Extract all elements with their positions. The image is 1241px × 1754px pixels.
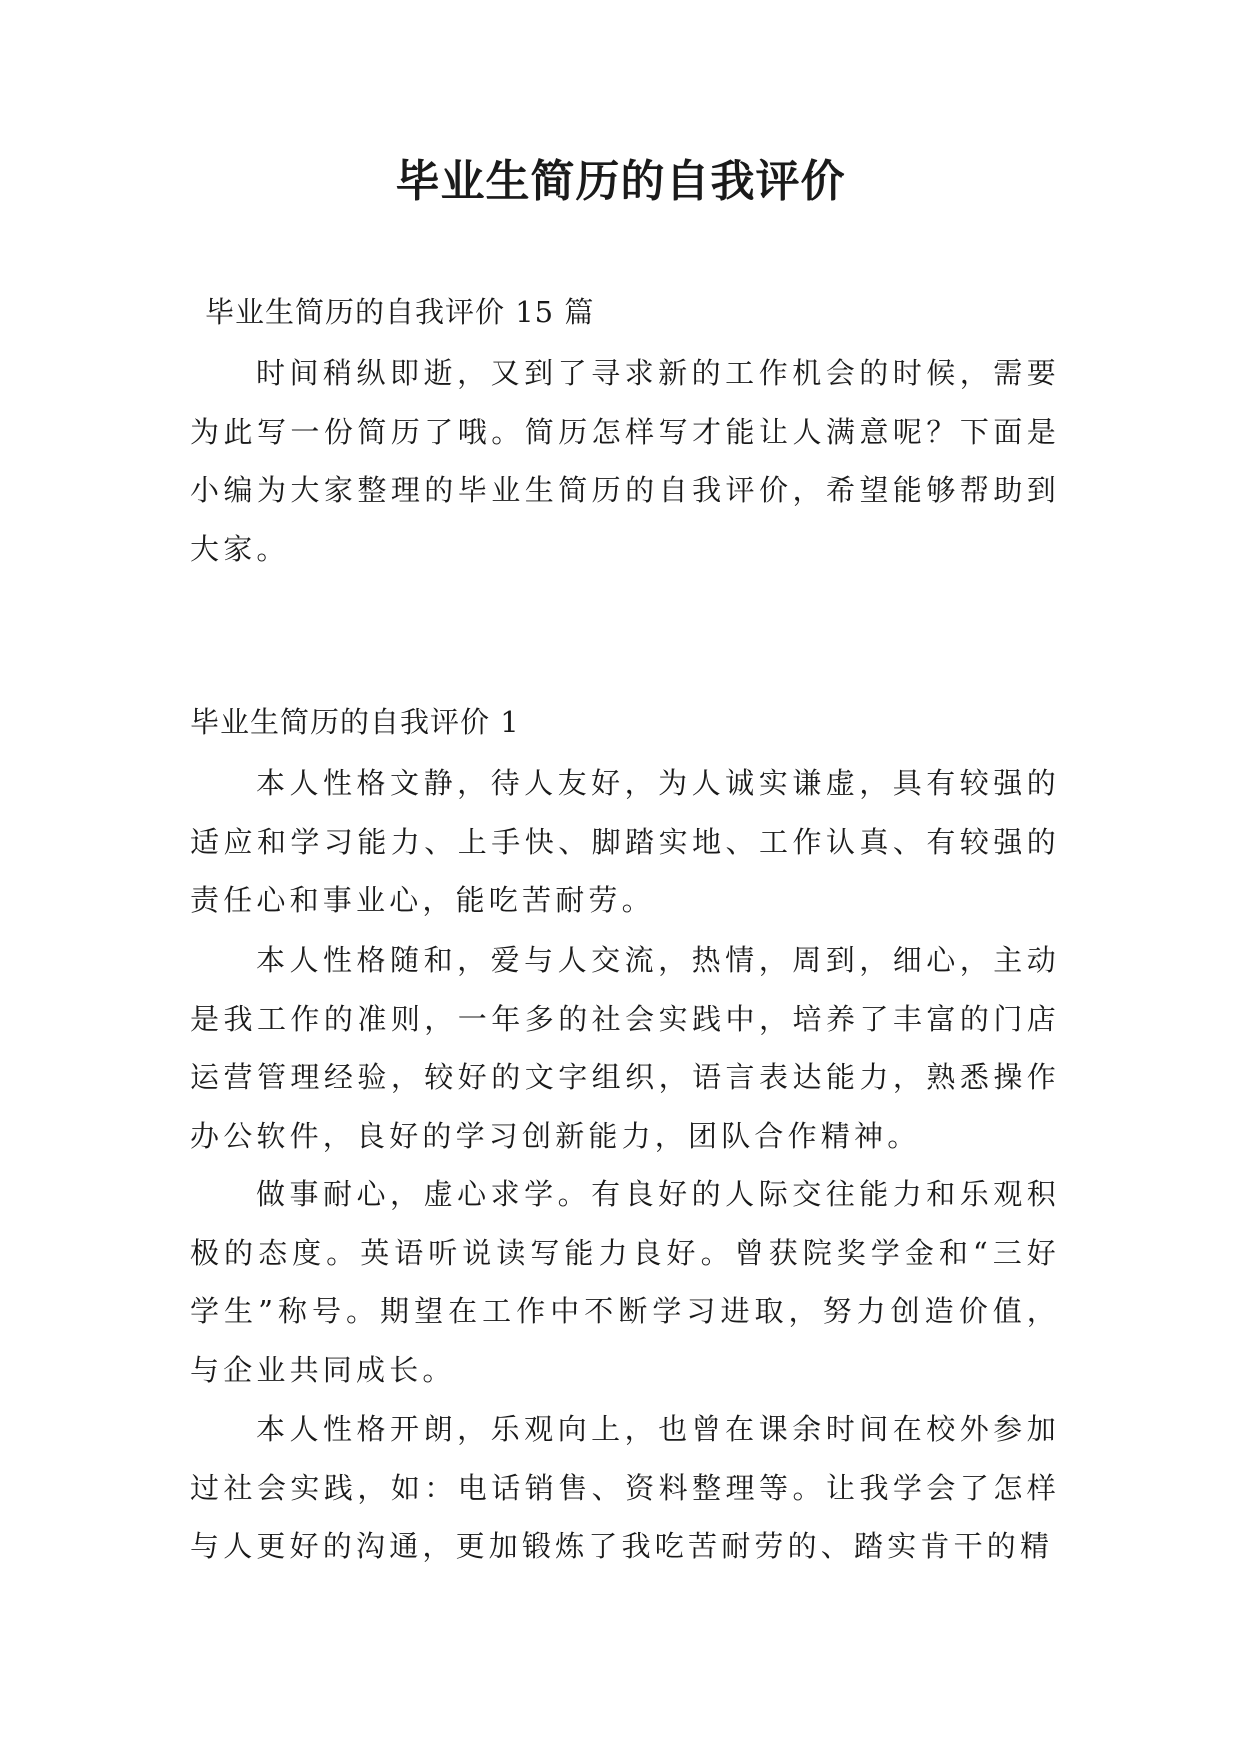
body-paragraph: 本人性格文静，待人友好，为人诚实谦虚，具有较强的适应和学习能力、上手快、脚踏实地、工作认真、有较强的责任心和事业心，能吃苦耐劳。 bbox=[190, 766, 1060, 917]
body-paragraph: 做事耐心，虚心求学。有良好的人际交往能力和乐观积极的态度。英语听说读写能力良好。曾获院奖学金和“三好学生”称号。期望在工作中不断学习进取，努力创造价值，与企业共同成长。 bbox=[190, 1177, 1060, 1387]
section-heading: 毕业生简历的自我评价 1 bbox=[190, 705, 520, 739]
body-paragraph: 本人性格开朗，乐观向上，也曾在课余时间在校外参加过社会实践，如：电话销售、资料整理等。让我学会了怎样与人更好的沟通，更加锻炼了我吃苦耐劳的、踏实肯干的精 bbox=[190, 1412, 1060, 1563]
document-subtitle: 毕业生简历的自我评价 15 篇 bbox=[205, 295, 595, 329]
intro-paragraph: 时间稍纵即逝，又到了寻求新的工作机会的时候，需要为此写一份简历了哦。简历怎样写才能让人满意呢？下面是小编为大家整理的毕业生简历的自我评价，希望能够帮助到大家。 bbox=[190, 356, 1060, 566]
body-paragraph: 本人性格随和，爱与人交流，热情，周到，细心，主动是我工作的准则，一年多的社会实践中，培养了丰富的门店运营管理经验，较好的文字组织，语言表达能力，熟悉操作办公软件，良好的学习创新能力，团队合作精神。 bbox=[190, 943, 1060, 1153]
document-title: 毕业生简历的自我评价 bbox=[395, 156, 846, 207]
